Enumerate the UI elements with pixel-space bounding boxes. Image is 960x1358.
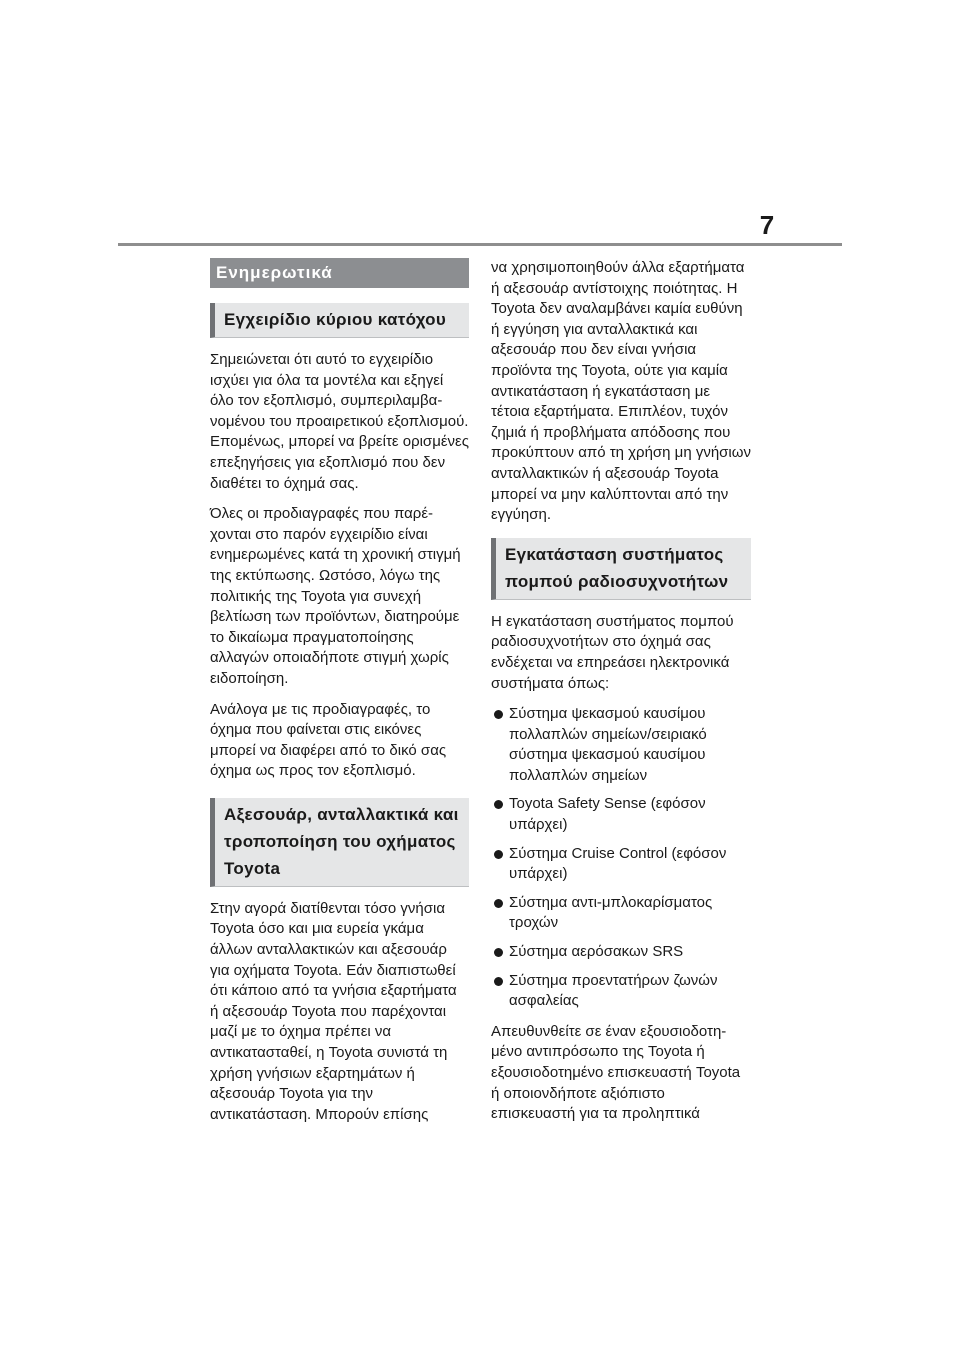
affected-systems-list — [491, 704, 751, 1012]
list-item-text: Σύστημα ψεκασμού καυσίμου πολλαπλών σημείων/σειριακό σύστημα ψεκασμού καυσίμου πολλαπλών σημείων — [509, 705, 707, 784]
section-banner: Ενημερωτικά — [210, 258, 469, 288]
list-item — [491, 704, 751, 786]
paragraph: Όλες οι προδιαγραφές που παρέχονται στο παρόν εγχειρίδιο είναι ενημερωμένες κατά τη χρονική στιγμή της εκτύπωσης. Ωστόσο, λόγω της πολιτικής της Toyota για συνεχή βελτίωση των προϊόντων, διατηρούμε το δικαίωμα πραγματοποίησης αλλαγών οποιαδήποτε στιγμή χωρίς ειδοποίηση. — [210, 505, 461, 687]
bullet-icon — [494, 977, 503, 986]
list-item — [491, 794, 751, 835]
paragraph: Απευθυνθείτε σε έναν εξουσιοδοτημένο αντιπρόσωπο της Toyota ή εξουσιοδοτημένο επισκευαστή Toyota ή οποιονδήποτε αξιόπιστο επισκευαστή για τα προληπτικά — [491, 1022, 741, 1123]
bullet-icon — [494, 710, 503, 719]
list-item-text: Σύστημα αερόσακων SRS — [509, 943, 684, 961]
bullet-icon — [494, 850, 503, 859]
paragraph-continuation: να χρησιμοποιηθούν άλλα εξαρτήματα ή αξεσουάρ αντίστοιχης ποιότητας. Η Toyota δεν αναλαμβάνει καμία ευθύνη ή εγγύηση για ανταλλακτικά και αξεσουάρ που δεν είναι γνήσια προϊόντα της Toyota, ούτε για καμία αντικατάσταση ή εγκατάσταση με τέτοια εξαρτήματα. Επιπλέον, τυχόν ζημιά ή προβλήματα απόδοσης που προκύπτουν από τη χρήση μη γνήσιων ανταλλακτικών ή αξεσουάρ Toyota μπορεί να μην καλύπτονται από την εγγύηση. — [491, 259, 751, 524]
paragraph: Στην αγορά διατίθενται τόσο γνήσια Toyota όσο και μια ευρεία γκάμα άλλων ανταλλακτικών και αξεσουάρ για οχήματα Toyota. Εάν διαπιστωθεί ότι κάποιο από τα γνήσια εξαρτήματα ή αξεσουάρ Toyota που παρέχονται μαζί με το όχημα πρέπει να αντικατασταθεί, η Toyota συνιστά τη χρήση γνήσιων εξαρτημάτων ή αξεσουάρ Toyota για την αντικατάσταση. Μπορούν επίσης — [210, 899, 457, 1123]
header-rule — [118, 243, 842, 246]
right-column — [491, 258, 751, 1135]
heading-owners-manual: Εγχειρίδιο κύριου κατόχου — [210, 303, 469, 338]
page-number: 7 — [759, 210, 775, 240]
list-item — [491, 971, 751, 1012]
list-item — [491, 942, 751, 963]
list-item-text: Σύστημα Cruise Control (εφόσον υπάρχει) — [509, 844, 727, 883]
list-item-text: Toyota Safety Sense (εφόσον υπάρχει) — [509, 795, 706, 834]
bullet-icon — [494, 800, 503, 809]
heading-rf-transmitter: Εγκατάσταση συστήματος πομπού ραδιοσυχνοτήτων — [491, 538, 751, 600]
paragraph: Ανάλογα με τις προδιαγραφές, το όχημα που φαίνεται στις εικόνες μπορεί να διαφέρει από το δικό σας όχημα ως προς τον εξοπλισμό. — [210, 700, 447, 780]
heading-accessories: Αξεσουάρ, ανταλλακτικά και τροποποίηση του οχήματος Toyota — [210, 798, 469, 887]
list-item-text: Σύστημα αντι-μπλοκαρίσματος τροχών — [509, 893, 713, 932]
paragraph: Σημειώνεται ότι αυτό το εγχειρίδιο ισχύει για όλα τα μοντέλα και εξηγεί όλο τον εξοπλισμό, συμπεριλαμβανομένου του προαιρετικού εξοπλισμού. Επομένως, μπορεί να βρείτε ορισμένες επεξηγήσεις για εξοπλισμό που δεν διαθέτει το όχημά σας. — [210, 351, 469, 492]
bullet-icon — [494, 899, 503, 908]
bullet-icon — [494, 948, 503, 957]
list-item — [491, 844, 751, 885]
paragraph: Η εγκατάσταση συστήματος πομπού ραδιοσυχνοτήτων στο όχημά σας ενδέχεται να επηρεάσει ηλεκτρονικά συστήματα όπως: — [491, 612, 734, 692]
left-column — [210, 258, 469, 1135]
list-item-text: Σύστημα προεντατήρων ζωνών ασφαλείας — [509, 971, 718, 1010]
list-item — [491, 893, 751, 934]
